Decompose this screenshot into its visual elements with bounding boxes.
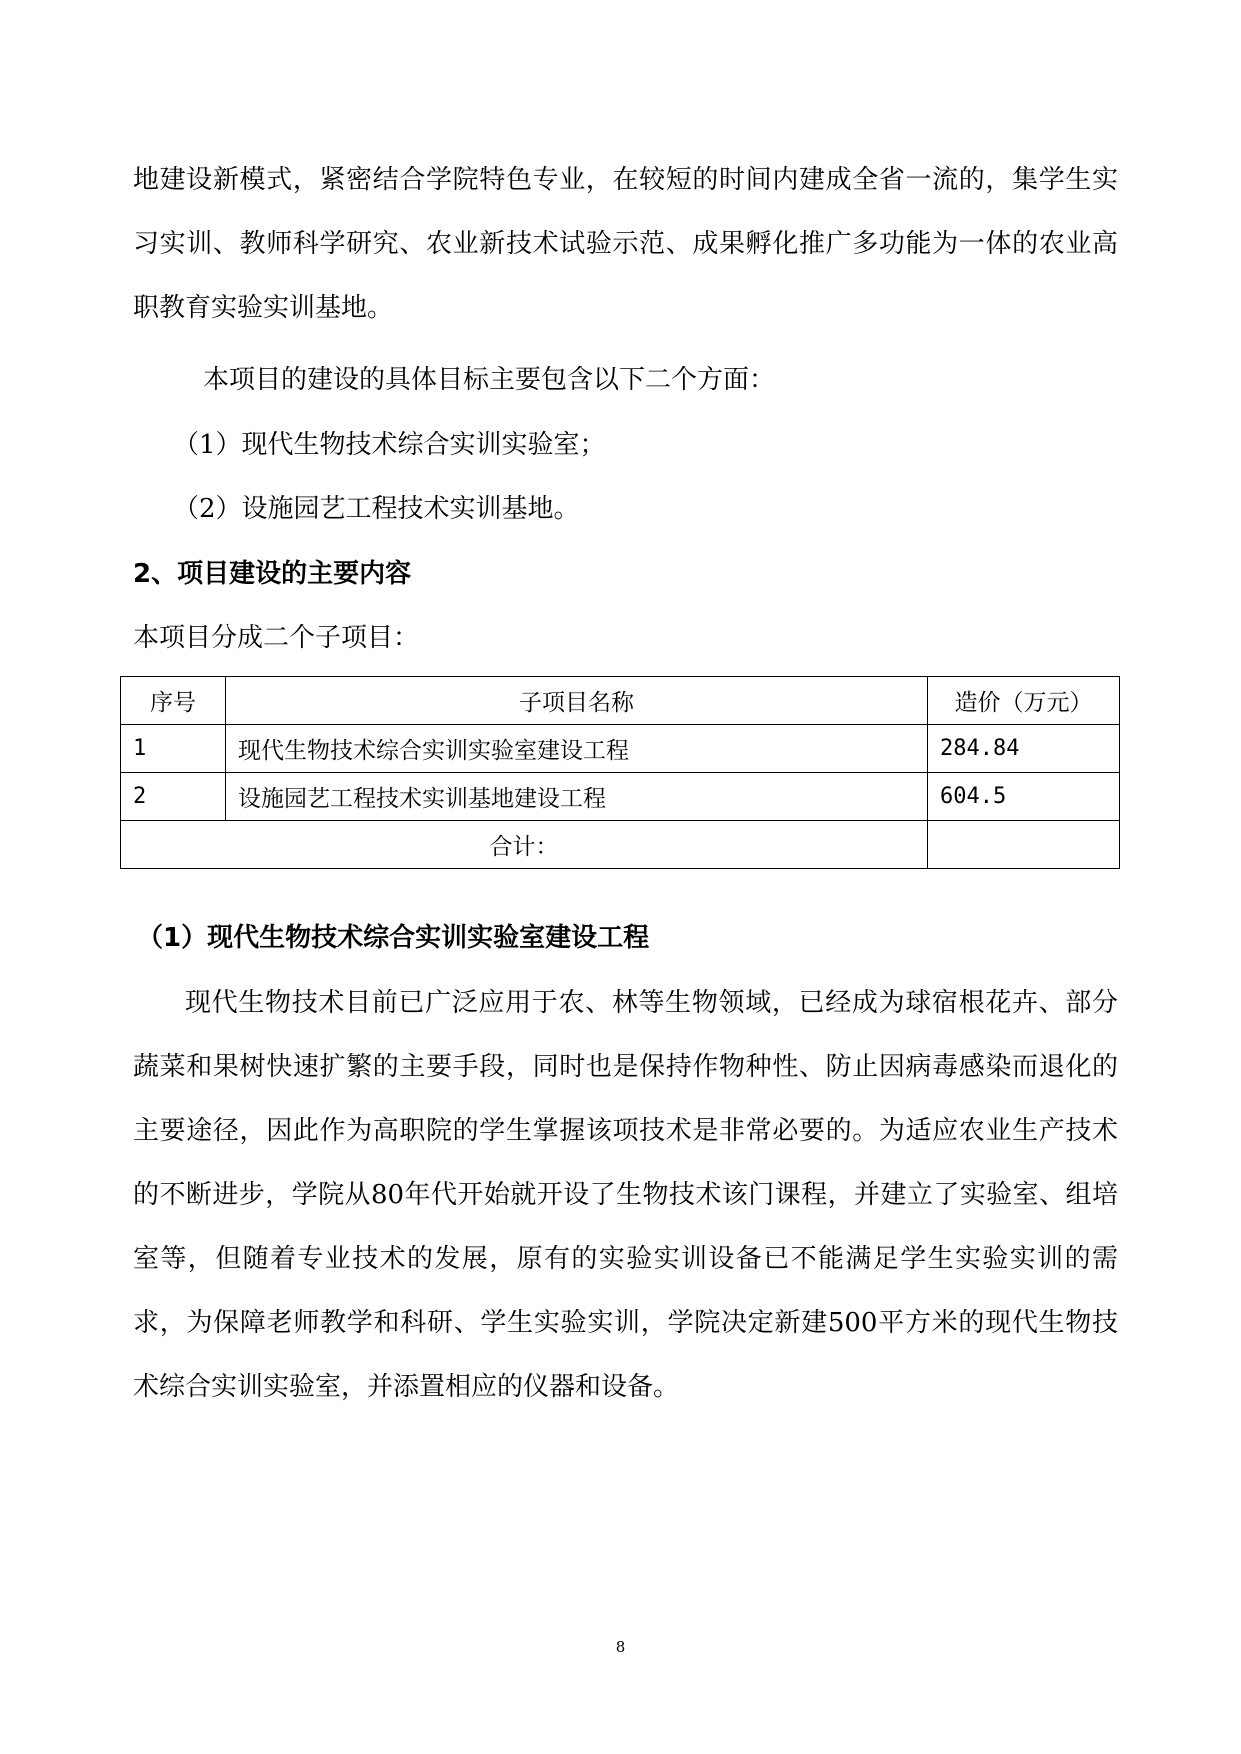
section-lead: 本项目分成二个子项目： bbox=[133, 623, 420, 653]
row-name: 现代生物技术综合实训实验室建设工程 bbox=[226, 725, 928, 773]
section-heading: 2、项目建设的主要内容 bbox=[133, 559, 412, 589]
row-cost: 604.5 bbox=[928, 773, 1120, 821]
goal-item-2: （2）设施园艺工程技术实训基地。 bbox=[173, 494, 580, 524]
row-index: 2 bbox=[121, 773, 226, 821]
total-label: 合计： bbox=[121, 821, 928, 869]
page-number: 8 bbox=[615, 1638, 626, 1656]
subsection-heading: （1）现代生物技术综合实训实验室建设工程 bbox=[137, 923, 650, 953]
total-value bbox=[928, 821, 1120, 869]
header-name: 子项目名称 bbox=[226, 677, 928, 725]
header-index: 序号 bbox=[121, 677, 226, 725]
row-cost: 284.84 bbox=[928, 725, 1120, 773]
table-row bbox=[121, 725, 1120, 773]
header-cost: 造价（万元） bbox=[928, 677, 1120, 725]
row-name: 设施园艺工程技术实训基地建设工程 bbox=[226, 773, 928, 821]
intro-paragraph: 地建设新模式，紧密结合学院特色专业，在较短的时间内建成全省一流的，集学生实习实训、教师科学研究、农业新技术试验示范、成果孵化推广多功能为一体的农业高职教育实验实训基地。 bbox=[133, 165, 1118, 323]
table-total-row bbox=[121, 821, 1120, 869]
subsection-paragraph: 现代生物技术目前已广泛应用于农、林等生物领域，已经成为球宿根花卉、部分蔬菜和果树快速扩繁的主要手段，同时也是保持作物种性、防止因病毒感染而退化的主要途径，因此作为高职院的学生掌握该项技术是非常必要的。为适应农业生产技术的不断进步，学院从80年代开始就开设了生物技术该门课程，并建立了实验室、组培室等，但随着专业技术的发展，原有的实验实训设备已不能满足学生实验实训的需求，为保障老师教学和科研、学生实验实训，学院决定新建500平方米的现代生物技术综合实训实验室，并添置相应的仪器和设备。 bbox=[133, 988, 1118, 1402]
row-index: 1 bbox=[121, 725, 226, 773]
goals-lead: 本项目的建设的具体目标主要包含以下二个方面： bbox=[203, 365, 776, 395]
subproject-cost-table bbox=[120, 676, 1120, 869]
goal-item-1: （1）现代生物技术综合实训实验室； bbox=[173, 430, 606, 460]
table-header-row bbox=[121, 677, 1120, 725]
table-row bbox=[121, 773, 1120, 821]
